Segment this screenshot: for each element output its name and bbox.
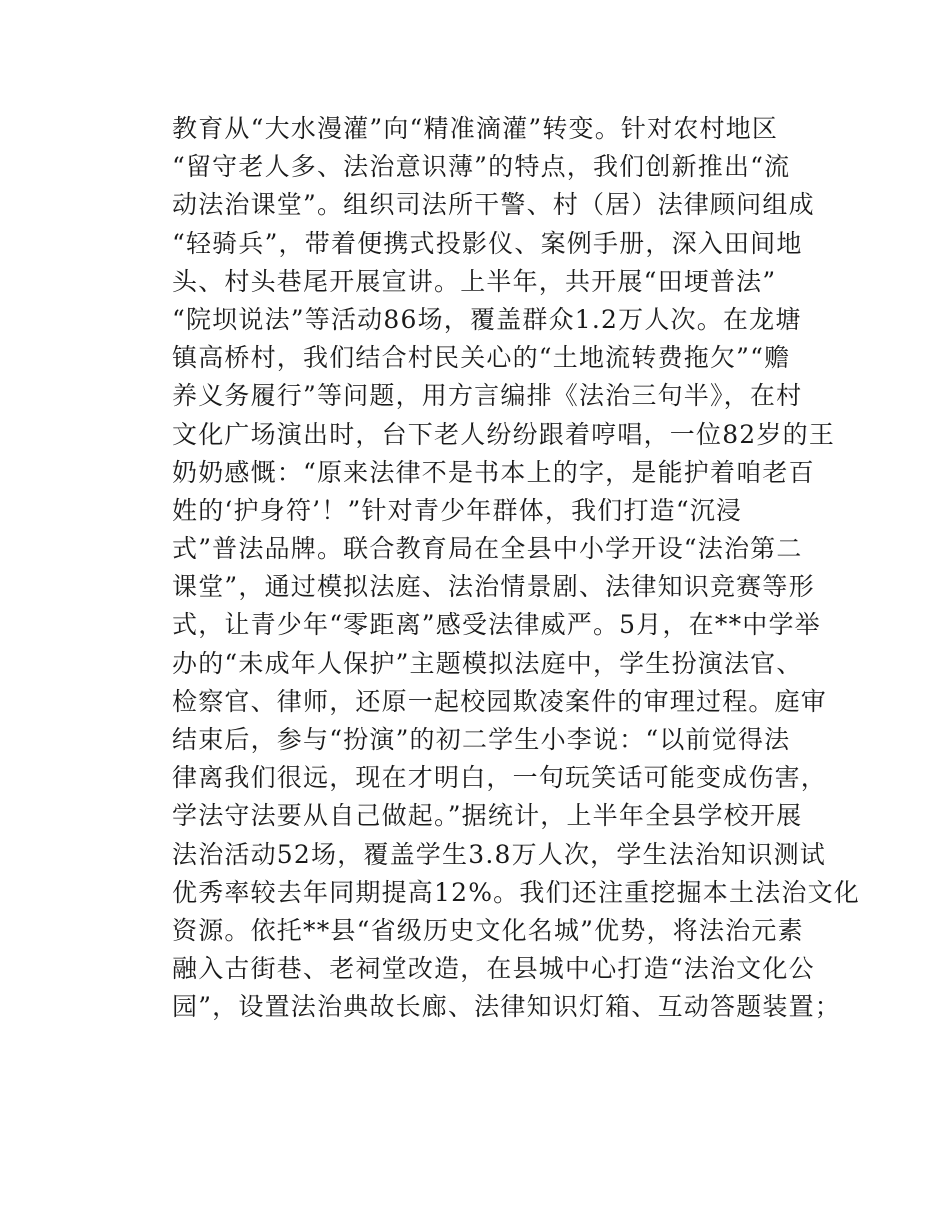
text-line: “院坝说法”等活动86场，覆盖群众1.2万人次。在龙塘 (172, 304, 802, 334)
text-line: 式”普法品牌。联合教育局在全县中小学开设“法治第二 (172, 534, 803, 564)
text-line: 学法守法要从自己做起。”据统计，上半年全县学校开展 (172, 801, 803, 831)
text-line: 课堂”，通过模拟法庭、法治情景剧、法律知识竞赛等形 (172, 572, 815, 602)
body-paragraph (172, 110, 860, 1027)
text-line: 镇高桥村，我们结合村民关心的“土地流转费拖欠”“赡 (172, 343, 791, 373)
text-line: 文化广场演出时，台下老人纷纷跟着哼唱，一位82岁的王 (172, 419, 836, 449)
text-line: 头、村头巷尾开展宣讲。上半年，共开展“田埂普法” (172, 266, 777, 296)
text-line: 律离我们很远，现在才明白，一句玩笑话可能变成伤害， (172, 763, 828, 793)
text-line: 优秀率较去年同期提高12%。我们还注重挖掘本土法治文化 (172, 877, 860, 907)
text-line: “轻骑兵”，带着便携式投影仪、案例手册，深入田间地 (172, 228, 803, 258)
text-line: 法治活动52场，覆盖学生3.8万人次，学生法治知识测试 (172, 839, 826, 869)
text-line: “留守老人多、法治意识薄”的特点，我们创新推出“流 (172, 152, 791, 182)
text-line: 检察官、律师，还原一起校园欺凌案件的审理过程。庭审 (172, 686, 828, 716)
text-line: 姓的‘护身符’！”针对青少年群体，我们打造“沉浸 (172, 495, 743, 525)
text-line: 养义务履行”等问题，用方言编排《法治三句半》，在村 (172, 381, 803, 411)
text-line: 办的“未成年人保护”主题模拟法庭中，学生扮演法官、 (172, 648, 803, 678)
text-line: 动法治课堂”。组织司法所干警、村（居）法律顾问组成 (172, 190, 815, 220)
text-line: 奶奶感慨：“原来法律不是书本上的字，是能护着咱老百 (172, 457, 815, 487)
text-line: 资源。依托**县“省级历史文化名城”优势，将法治元素 (172, 915, 804, 945)
text-line: 融入古街巷、老祠堂改造，在县城中心打造“法治文化公 (172, 954, 815, 984)
text-line: 教育从“大水漫灌”向“精准滴灌”转变。针对农村地区 (172, 114, 779, 143)
text-line: 式，让青少年“零距离”感受法律威严。5月，在**中学举 (172, 610, 821, 640)
text-line: 结束后，参与“扮演”的初二学生小李说：“以前觉得法 (172, 725, 791, 754)
text-line: 园”，设置法治典故长廊、法律知识灯箱、互动答题装置； (172, 992, 841, 1022)
